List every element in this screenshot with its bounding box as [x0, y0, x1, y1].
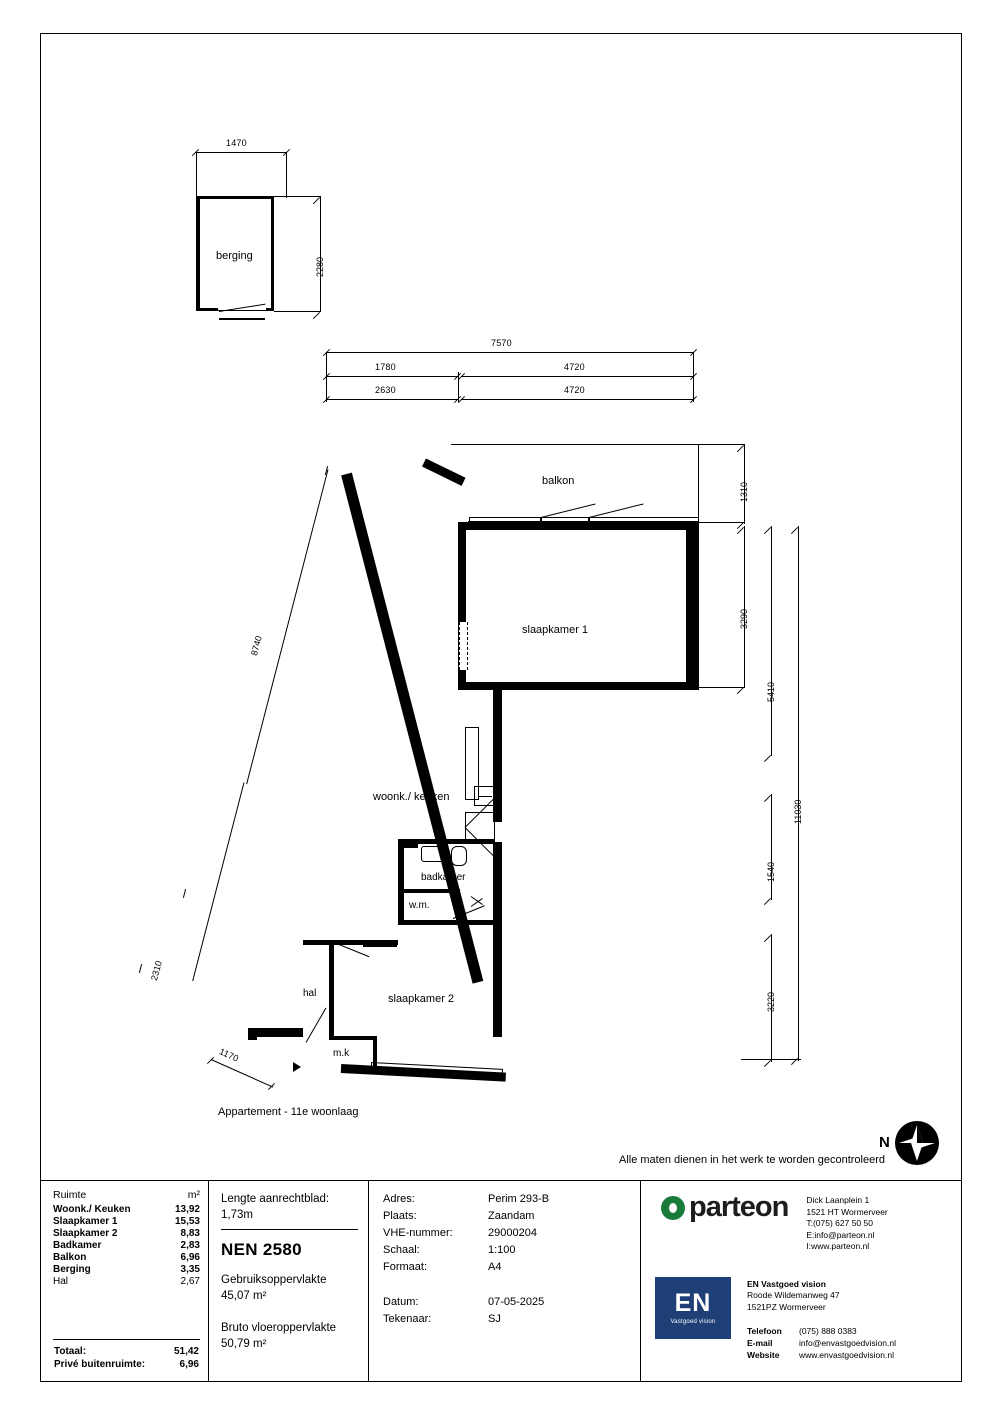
hal-door-swing-2: [306, 1008, 327, 1043]
dim-tick: [764, 1060, 771, 1067]
dim-ext: [699, 444, 745, 445]
areas-header-room: Ruimte: [53, 1189, 87, 1201]
areas-total-block: [53, 1335, 200, 1371]
drawing-note: Alle maten dienen in het werk te worden gecontroleerd: [619, 1154, 885, 1166]
balkon-edge-right: [698, 444, 699, 522]
en-logo-subtitle: Vastgoed vision: [670, 1318, 716, 1325]
dim-tick: [313, 197, 320, 204]
berging-wall-bottom-right: [266, 308, 274, 311]
dim-diag-short-line: [192, 782, 244, 981]
dim-tick: [791, 527, 798, 534]
en-company-name: EN Vastgoed vision: [747, 1278, 826, 1289]
dim-tick: [183, 889, 186, 898]
dim-row2-right-line: [461, 376, 694, 377]
contact-value: (075) 888 0383: [799, 1326, 857, 1336]
area-room-value: 6,96: [180, 1252, 200, 1263]
room-label-slaapkamer1: slaapkamer 1: [522, 624, 589, 636]
meta-scale: [383, 1242, 630, 1259]
en-logo-initials: EN: [674, 1288, 712, 1317]
parteon-address-line: T:(075) 627 50 50: [806, 1218, 873, 1228]
dim-diag-long-line: [246, 469, 328, 784]
wall-mk-top: [329, 1036, 377, 1040]
parteon-address-line: 1521 HT Wormerveer: [806, 1206, 888, 1217]
dim-right-balkon: 1310: [739, 481, 749, 502]
en-company-block: [747, 1279, 896, 1314]
dim-ext: [458, 372, 459, 402]
city-label: Plaats:: [383, 1210, 417, 1222]
room-label-mk: m.k: [333, 1048, 350, 1059]
balkon-door-swing-b: [589, 503, 644, 518]
wall-sk1-bottom: [458, 682, 699, 690]
parteon-address-line: E:info@parteon.nl: [806, 1229, 875, 1240]
meta-drawer: [383, 1311, 630, 1328]
parteon-wordmark: parteon: [689, 1191, 789, 1223]
room-label-balkon: balkon: [542, 475, 575, 487]
areas-table: [53, 1189, 200, 1288]
area-room-value: 2,83: [180, 1240, 200, 1251]
areas-total-label: Totaal:: [54, 1346, 87, 1357]
dim-ext: [741, 1059, 801, 1060]
areas-total-value: 51,42: [173, 1346, 199, 1357]
scale-label: Schaal:: [383, 1244, 420, 1256]
city-value: Zaandam: [488, 1210, 535, 1222]
entry-arrow-icon: [293, 1062, 301, 1072]
title-block: [41, 1180, 961, 1381]
berging-door-panel: [219, 318, 265, 320]
table-row: [53, 1216, 200, 1228]
bathroom-toilet: [451, 846, 467, 866]
en-address-line: Roode Wildemanweg 47: [747, 1290, 840, 1300]
areas-panel: [41, 1181, 209, 1381]
dim-ext: [693, 352, 694, 402]
drawer-value: SJ: [488, 1313, 501, 1325]
area-room-name: Berging: [53, 1264, 91, 1275]
table-row: [747, 1325, 896, 1337]
parteon-address-line: I:www.parteon.nl: [806, 1241, 870, 1251]
en-address-line: 1521PZ Wormerveer: [747, 1301, 826, 1312]
dim-right-total: 11030: [793, 799, 803, 824]
dim-ext: [326, 352, 327, 402]
wall-hal-right: [329, 944, 334, 1040]
dim-top-total-line: [326, 352, 694, 353]
vhe-label: VHE-nummer:: [383, 1227, 453, 1239]
dim-ext: [196, 152, 197, 198]
wall-sk1-right: [686, 522, 699, 690]
dim-bottom-left: 1170: [217, 1046, 241, 1064]
dim-berging-width: 1470: [226, 138, 247, 148]
berging-wall-right: [271, 196, 274, 311]
room-label-slaapkamer2: slaapkamer 2: [388, 993, 455, 1005]
dim-tick: [737, 445, 744, 452]
sk1-sliding-door: [459, 622, 468, 670]
dim-top-left-a: 1780: [375, 362, 396, 372]
room-label-hal: hal: [303, 988, 317, 999]
wall-badkamer-bottom: [398, 920, 494, 925]
dim-berging-height-line: [320, 196, 321, 312]
nen-standard: NEN 2580: [221, 1240, 302, 1259]
contact-value: info@envastgoedvision.nl: [799, 1338, 896, 1348]
dim-top-right-b: 4720: [564, 385, 585, 395]
gross-area-value: 50,79 m²: [221, 1338, 267, 1350]
meta-vhe: [383, 1225, 630, 1242]
table-row: [747, 1349, 896, 1361]
dim-tick: [764, 898, 771, 905]
divider: [53, 1339, 200, 1340]
contact-key: Telefoon: [747, 1326, 782, 1336]
dim-right-3220: 3220: [766, 991, 776, 1012]
compass-north-label: N: [879, 1134, 890, 1151]
address-label: Adres:: [383, 1193, 415, 1205]
room-label-woonkeuken: woonk./ keuken: [373, 791, 450, 803]
entry-door-arrow: [479, 796, 492, 797]
kitchen-appliance: [465, 812, 495, 842]
dim-tick: [313, 312, 320, 319]
dim-bottom-left-line: [211, 1059, 274, 1088]
parteon-address-line: Dick Laanplein 1: [806, 1195, 870, 1205]
areas-private-value: 6,96: [179, 1359, 199, 1370]
berging-wall-bottom-left: [196, 308, 218, 311]
contact-key: Website: [747, 1350, 780, 1360]
dim-top-total: 7570: [491, 338, 512, 348]
contact-key: E-mail: [747, 1338, 773, 1348]
dim-total-right-line: [798, 526, 799, 1061]
dim-ext: [699, 522, 745, 523]
dim-tick: [764, 935, 771, 942]
compass-icon: [879, 1121, 939, 1165]
meta-city: [383, 1208, 630, 1225]
area-room-value: 13,92: [174, 1204, 200, 1215]
berging-wall-top: [196, 196, 274, 199]
area-room-name: Slaapkamer 1: [53, 1216, 118, 1227]
dim-5410-line: [771, 526, 772, 756]
room-label-badkamer: badkamer: [421, 872, 466, 883]
areas-private-label: Privé buitenruimte:: [54, 1359, 146, 1370]
table-row: [53, 1228, 200, 1240]
dim-right-5410: 5410: [766, 681, 776, 702]
table-row: [747, 1337, 896, 1349]
table-row: [53, 1252, 200, 1264]
dim-row2-left-line: [326, 376, 458, 377]
balkon-edge-top: [451, 444, 699, 445]
vhe-value: 29000204: [488, 1227, 537, 1239]
dim-ext: [274, 196, 320, 197]
berging-wall-left: [196, 196, 200, 311]
format-value: A4: [488, 1261, 502, 1273]
area-room-value: 8,83: [180, 1228, 200, 1239]
bathroom-sink: [421, 846, 445, 862]
area-room-value: 2,67: [180, 1276, 200, 1287]
worktop-label: Lengte aanrechtblad:: [221, 1193, 330, 1205]
table-row: [53, 1276, 200, 1288]
hal-door-panel: [363, 944, 397, 947]
meta-address: [383, 1191, 630, 1208]
wall-woonkamer-right: [493, 690, 502, 822]
wall-badkamer-mid: [398, 889, 460, 893]
area-room-value: 15,53: [174, 1216, 200, 1227]
wall-woonkamer-right-lower: [493, 842, 502, 1037]
area-room-name: Woonk./ Keuken: [53, 1204, 131, 1215]
parteon-logo: [661, 1193, 788, 1222]
area-room-name: Slaapkamer 2: [53, 1228, 118, 1239]
dim-diag-long: 8740: [249, 634, 264, 657]
table-row: [53, 1264, 200, 1276]
meta-date: [383, 1294, 630, 1311]
area-room-name: Balkon: [53, 1252, 87, 1263]
areas-total-table: [53, 1345, 200, 1371]
worktop-value: 1,73m: [221, 1209, 253, 1221]
dim-berging-width-line: [195, 152, 287, 153]
area-room-value: 3,35: [180, 1264, 200, 1275]
parteon-address: [806, 1195, 887, 1253]
dim-top-left-b: 2630: [375, 385, 396, 395]
room-label-berging: berging: [216, 250, 253, 262]
dim-row3-right-line: [461, 399, 694, 400]
dim-tick: [139, 964, 142, 973]
divider: [221, 1229, 358, 1230]
room-label-wm: w.m.: [409, 900, 430, 911]
dim-top-right-a: 4720: [564, 362, 585, 372]
table-row: [53, 1345, 200, 1358]
table-row: [53, 1240, 200, 1252]
drawing-caption: Appartement - 11e woonlaag: [218, 1106, 359, 1118]
dim-ext: [286, 152, 287, 198]
date-value: 07-05-2025: [488, 1296, 545, 1308]
dim-sk1-line: [744, 526, 745, 688]
wall-badkamer-left: [398, 839, 404, 925]
en-contact-table: [747, 1325, 896, 1361]
date-label: Datum:: [383, 1296, 419, 1308]
dim-tick: [764, 755, 771, 762]
dim-tick: [764, 527, 771, 534]
wall-bottom-left-corner: [248, 1028, 257, 1040]
dim-row3-left-line: [326, 399, 458, 400]
drawer-label: Tekenaar:: [383, 1313, 432, 1325]
dim-tick: [737, 687, 744, 694]
area-room-name: Badkamer: [53, 1240, 102, 1251]
nen-panel: [209, 1181, 369, 1381]
bathroom-fixture-block: [404, 842, 418, 848]
wall-top-connector: [422, 458, 465, 485]
scale-value: 1:100: [488, 1244, 516, 1256]
en-logo: [655, 1277, 731, 1339]
dim-right-1540: 1540: [766, 861, 776, 882]
address-value: Perim 293-B: [488, 1193, 550, 1205]
format-label: Formaat:: [383, 1261, 428, 1273]
dim-right-slaapkamer1: 3290: [739, 608, 749, 629]
meta-format: [383, 1259, 630, 1276]
parteon-mark-icon: [661, 1196, 685, 1220]
dim-tick: [764, 795, 771, 802]
dim-1540-line: [771, 794, 772, 900]
balkon-door-swing-a: [541, 503, 596, 518]
areas-header-unit: m²: [187, 1189, 200, 1201]
usable-area-value: 45,07 m²: [221, 1290, 267, 1302]
brand-panel: [641, 1181, 961, 1381]
areas-header-row: [53, 1189, 200, 1204]
gross-area-label: Bruto vloeroppervlakte: [221, 1322, 337, 1334]
dim-berging-height: 2280: [315, 256, 325, 277]
table-row: [53, 1204, 200, 1216]
dim-diag-short: 2310: [149, 959, 164, 982]
dim-ext: [699, 687, 745, 688]
wall-sk1-top: [461, 522, 699, 530]
usable-area-label: Gebruiksoppervlakte: [221, 1274, 327, 1286]
table-row: [53, 1358, 200, 1371]
drawing-sheet: [40, 33, 962, 1382]
dim-ext: [274, 311, 320, 312]
project-meta-panel: [369, 1181, 641, 1381]
contact-value: www.envastgoedvision.nl: [799, 1350, 894, 1360]
area-room-name: Hal: [53, 1276, 69, 1287]
